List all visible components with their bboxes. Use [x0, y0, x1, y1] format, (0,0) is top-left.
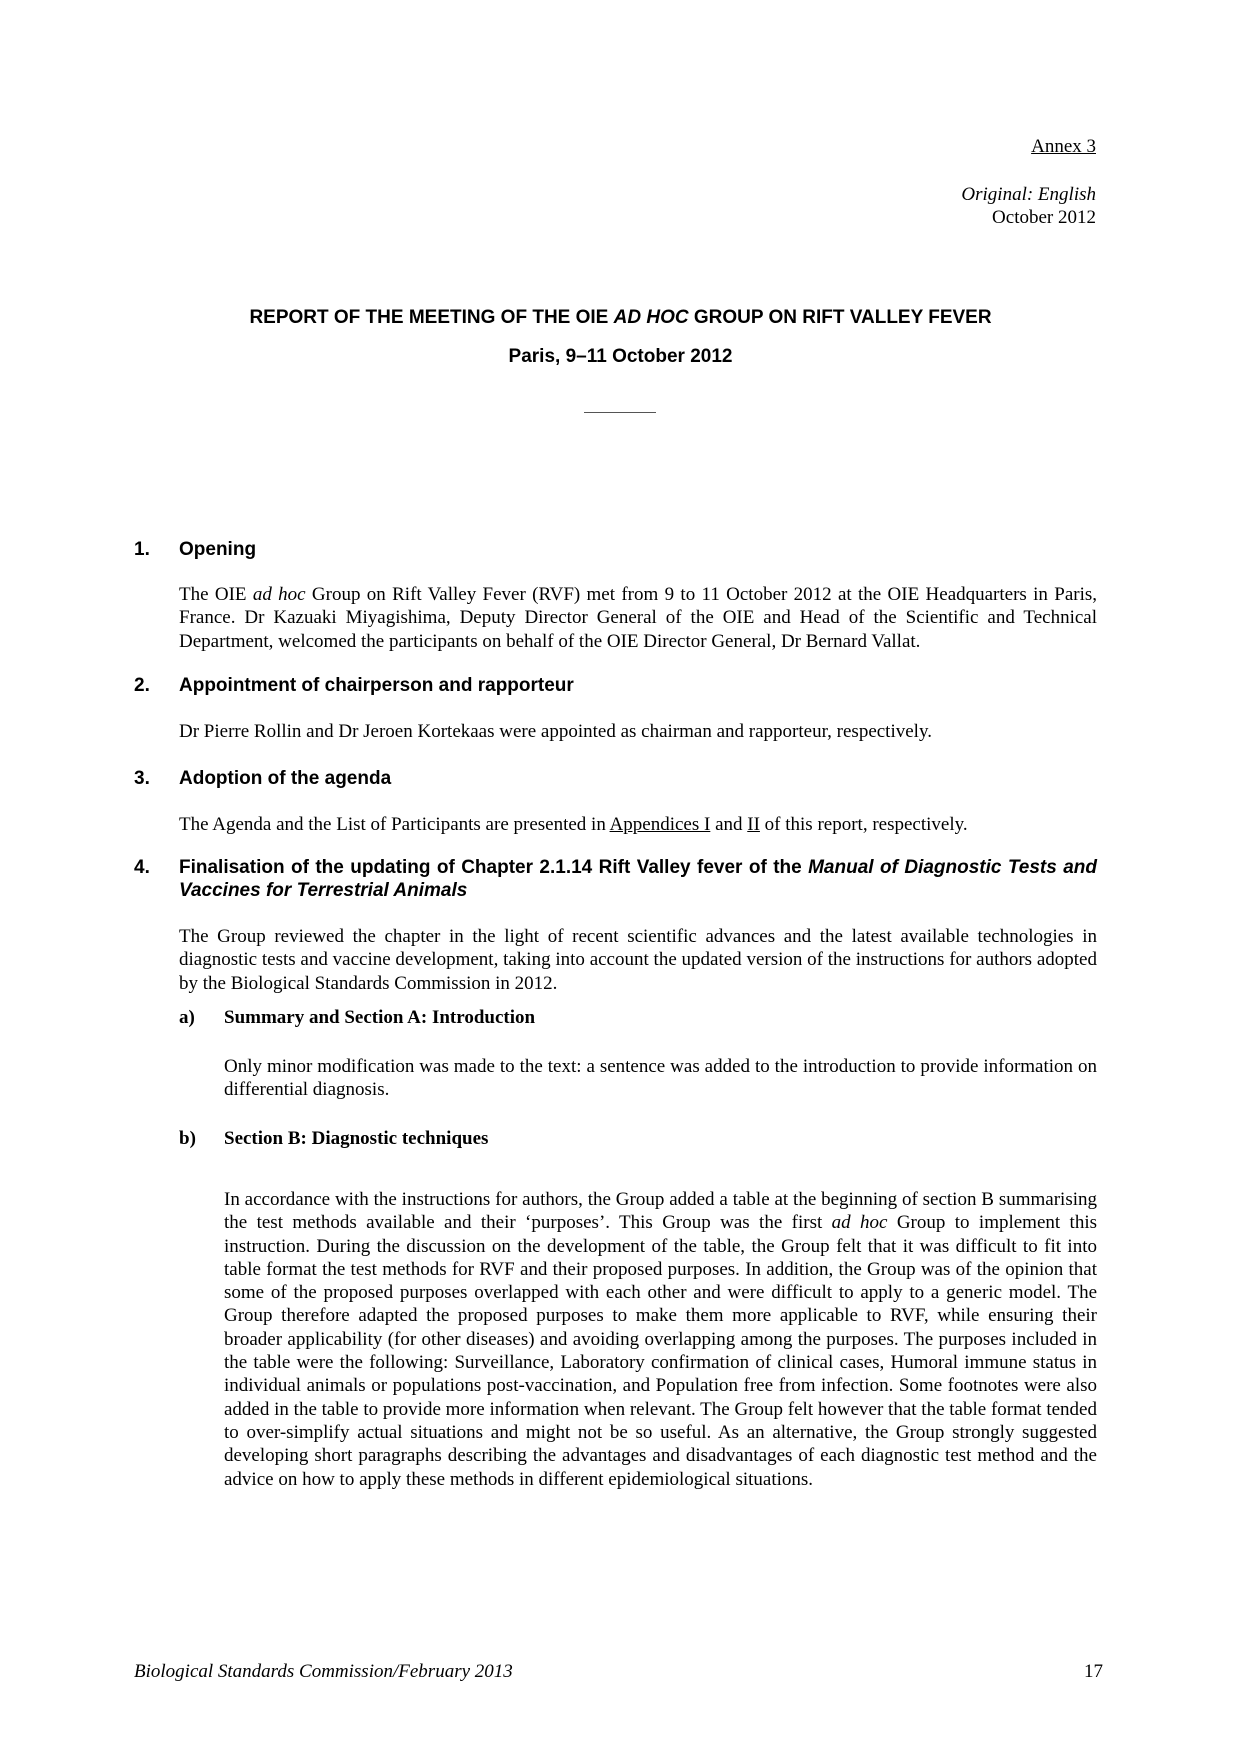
original-language: Original: English	[961, 184, 1096, 205]
report-subtitle: Paris, 9–11 October 2012	[508, 346, 733, 367]
paragraph-appointment: Dr Pierre Rollin and Dr Jeroen Kortekaas were appointed as chairman and rapporteur, respectively.	[179, 721, 932, 742]
annex-label: Annex 3	[1031, 136, 1096, 157]
title-divider	[584, 412, 656, 413]
footer-commission: Biological Standards Commission/February 2013	[134, 1661, 513, 1682]
paragraph-introduction: Only minor modification was made to the text: a sentence was added to the introduction to provide information on differential diagnosis.	[224, 1056, 1097, 1101]
appendix-i-link[interactable]: Appendices I	[609, 814, 711, 835]
original-info	[961, 183, 1096, 229]
page-number: 17	[1084, 1661, 1103, 1682]
paragraph-manual-update: The Group reviewed the chapter in the light of recent scientific advances and the latest available technologies in diagnostic tests and vaccine development, taking into account the updated version of the instructions for authors adopted by the Biological Standards Commission in 2012.	[179, 926, 1097, 994]
paragraph-diagnostic-techniques: In accordance with the instructions for authors, the Group added a table at the beginning of section B summarising the test methods available and their ‘purposes’. This Group was the first ad hoc Group to implement this instruction. During the discussion on the development of the table, the Group felt that it was difficult to fit into table format the test methods for RVF and their proposed purposes. In addition, the Group was of the opinion that some of the proposed purposes overlapped with each other and were difficult to apply to a generic model. The Group therefore adapted the proposed purposes to make them more applicable to RVF, while ensuring their broader applicability (for other diseases) and avoiding overlapping among the purposes. The purposes included in the table were the following: Surveillance, Laboratory confirmation of clinical cases, Humoral immune status in individual animals or populations post-vaccination, and Population free from infection. Some footnotes were also added in the table to provide more information when relevant. The Group felt however that the table format tended to over-simplify actual situations and might not be so useful. As an alternative, the Group strongly suggested developing short paragraphs describing the advantages and disadvantages of each diagnostic test method and the advice on how to apply these methods in different epidemiological situations.	[224, 1189, 1097, 1490]
paragraph-opening: The OIE ad hoc Group on Rift Valley Fever (RVF) met from 9 to 11 October 2012 at the OIE Headquarters in Paris, France. Dr Kazuaki Miyagishima, Deputy Director General of the OIE and Head of the Scientific and Technical Department, welcomed the participants on behalf of the OIE Director General, Dr Bernard Vallat.	[179, 584, 1097, 652]
appendix-ii-link[interactable]: II	[747, 814, 760, 835]
paragraph-agenda: The Agenda and the List of Participants are presented in Appendices I and II of this report, respectively.	[179, 814, 968, 835]
document-date: October 2012	[992, 207, 1096, 228]
report-title: REPORT OF THE MEETING OF THE OIE AD HOC GROUP ON RIFT VALLEY FEVER	[249, 307, 992, 328]
